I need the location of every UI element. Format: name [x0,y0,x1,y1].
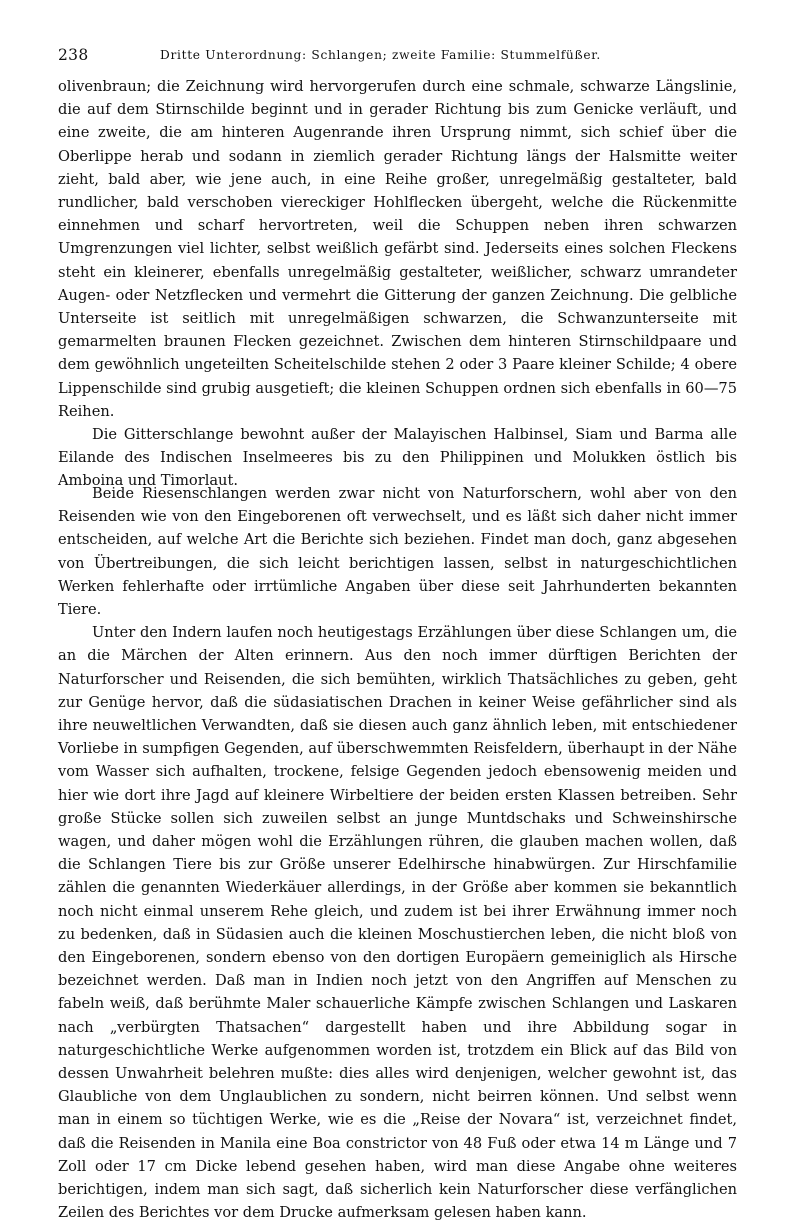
text-block-upper [58,75,737,493]
page-number: 238 [58,46,89,64]
running-head-title: Dritte Unterordnung: Schlangen; zweite Familie: Stummelfüßer. [160,48,601,62]
paragraph-tales: Unter den Indern laufen noch heutigestags Erzählungen über diese Schlangen um, die an die Märchen der Alten erinnern. Aus den noch immer dürftigen Berichten der Naturforscher und Reisenden, die sich bemühten, wirklich Thatsächliches zu geben, geht zur Genüge hervor, daß die südasiatischen Drachen in keiner Weise gefährlicher sind als ihre neuweltlichen Verwandten, daß sie diesen auch ganz ähnlich leben, mit entschiedener Vorliebe in sumpfigen Gegenden, auf überschwemmten Reisfeldern, überhaupt in der Nähe vom Wasser sich aufhalten, trockene, felsige Gegenden jedoch ebensowenig meiden und hier wie dort ihre Jagd auf kleinere Wirbeltiere der beiden ersten Klassen betreiben. Sehr große Stücke sollen sich zuweilen selbst an junge Muntdschaks und Schweinshirsche wagen, und daher mögen wohl die Erzählungen rühren, die glauben machen wollen, daß die Schlangen Tiere bis zur Größe unserer Edelhirsche hinabwürgen. Zur Hirschfamilie zählen die genannten Wiederkäuer allerdings, in der Größe aber kommen sie bekanntlich noch nicht einmal unserem Rehe gleich, und zudem ist bei ihrer Erwähnung immer noch zu bedenken, daß in Südasien auch die kleinen Moschustierchen leben, die nicht bloß von den Eingeborenen, sondern ebenso von den dortigen Europäern gemeiniglich als Hirsche bezeichnet werden. Daß man in Indien noch jetzt von den Angriffen auf Menschen zu fabeln weiß, daß berühmte Maler schauerliche Kämpfe zwischen Schlangen und Laskaren nach „verbürgten Thatsachen“ dargestellt haben und ihre Abbildung sogar in naturgeschichtliche Werke aufgenommen worden ist, trotzdem ein Blick auf das Bild von dessen Unwahrheit belehren mußte: dies alles wird denjenigen, welcher gewohnt ist, das Glaubliche von dem Unglaublichen zu sondern, nicht beirren können. Und selbst wenn man in einem so tüchtigen Werke, wie es die „Reise der Novara“ ist, verzeichnet findet, daß die Reisenden in Manila eine Boa constrictor von 48 Fuß oder etwa 14 m Länge und 7 Zoll oder 17 cm Dicke lebend gesehen haben, wird man diese Angabe ohne weiteres berichtigen, indem man sich sagt, daß sicherlich kein Naturforscher diese verfänglichen Zeilen des Berichtes vor dem Drucke aufmerksam gelesen haben kann. [58,624,737,1222]
text-block-lower [58,482,737,1225]
paragraph-distribution: Die Gitterschlange bewohnt außer der Malayischen Halbinsel, Siam und Barma alle Eilande des Indischen Inselmeeres bis zu den Philippinen und Molukken östlich bis Amboina und Timorlaut. [58,426,737,490]
paragraph-description-continued: olivenbraun; die Zeichnung wird hervorgerufen durch eine schmale, schwarze Längslinie, die auf dem Stirnschilde beginnt und in gerader Richtung bis zum Genicke verläuft, und eine zweite, die am hinteren Augenrande ihren Ursprung nimmt, sich schief über die Oberlippe herab und sodann in ziemlich gerader Richtung längs der Halsmitte weiter zieht, bald aber, wie jene auch, in eine Reihe großer, unregelmäßig gestalteter, bald rundlicher, bald verschoben viereckiger Hohlflecken übergeht, welche die Rückenmitte einnehmen und scharf hervortreten, weil die Schuppen neben ihren schwarzen Umgrenzungen viel lichter, selbst weißlich gefärbt sind. Jederseits eines solchen Fleckens steht ein kleinerer, ebenfalls unregelmäßig gestalteter, weißlicher, schwarz umrandeter Augen- oder Netzflecken und vermehrt die Gitterung der ganzen Zeichnung. Die gelbliche Unterseite ist seitlich mit unregelmäßigen schwarzen, die Schwanzunterseite mit gemarmelten braunen Flecken gezeichnet. Zwischen dem hinteren Stirnschildpaare und dem gewöhnlich ungeteilten Scheitelschilde stehen 2 oder 3 Paare kleiner Schilde; 4 obere Lippenschilde sind grubig ausgetieft; die kleinen Schuppen ordnen sich ebenfalls in 60—75 Reihen. [58,78,737,420]
running-head [58,46,735,66]
paragraph-confusion: Beide Riesenschlangen werden zwar nicht von Naturforschern, wohl aber von den Reisenden wie von den Eingeborenen oft verwechselt, und es läßt sich daher nicht immer entscheiden, auf welche Art die Berichte sich beziehen. Findet man doch, ganz abgesehen von Übertreibungen, die sich leicht berichtigen lassen, selbst in naturgeschichtlichen Werken fehlerhafte oder irrtümliche Angaben über diese seit Jahrhunderten bekannten Tiere. [58,485,737,619]
